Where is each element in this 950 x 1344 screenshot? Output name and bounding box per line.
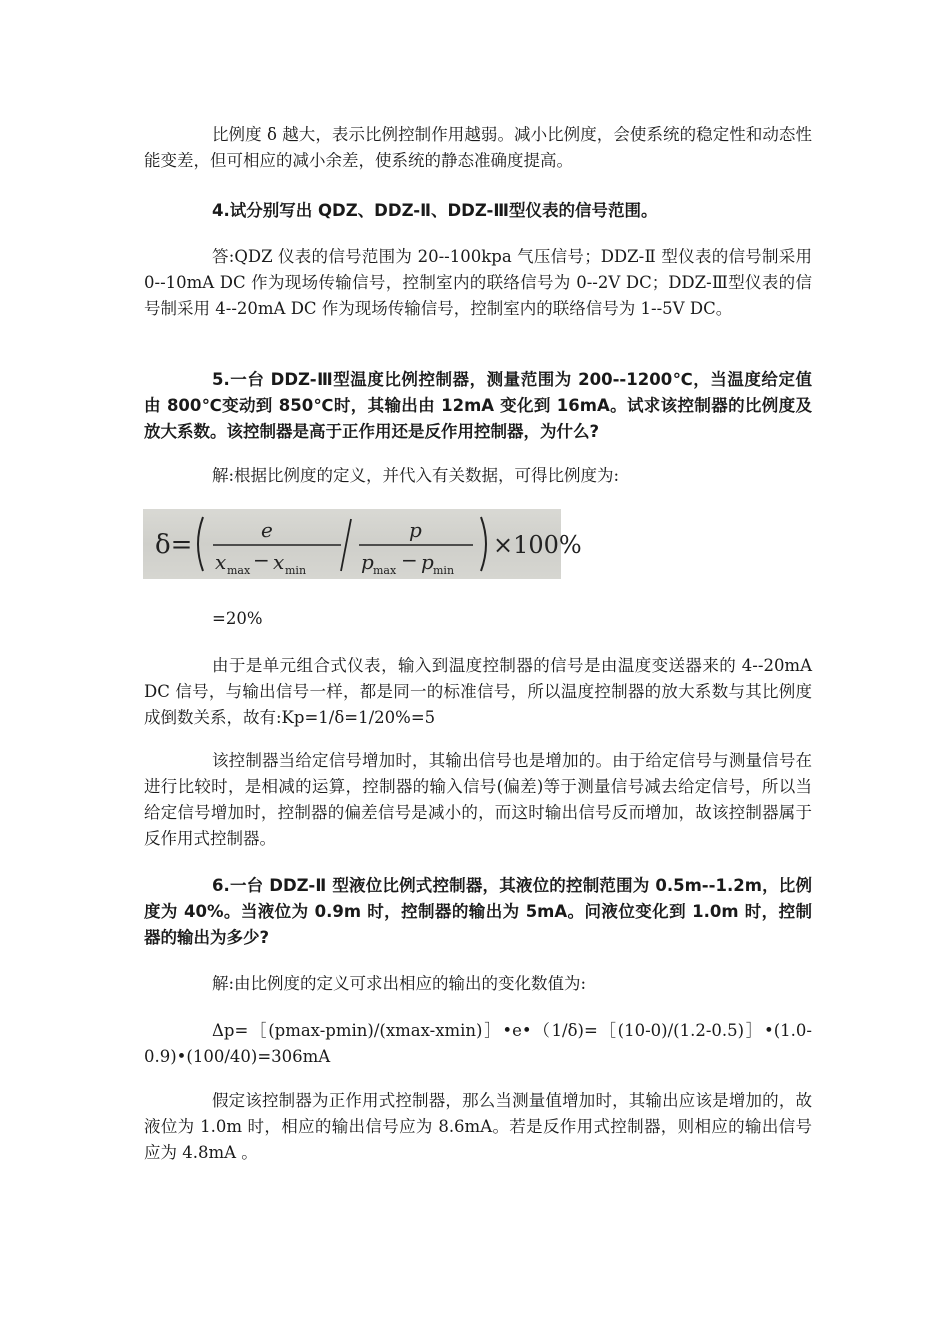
formula-xmin: x [273,550,285,574]
answer-6-formula: Δp=［(pmax-pmin)/(xmax-xmin)］•e•（1/δ)=［(10-0)/(1.2-0.5)］•(1.0-0.9)•(100/40)=306mA [144,1021,812,1066]
formula-xmax: x [215,550,227,574]
answer-5-intro: 解:根据比例度的定义，并代入有关数据，可得比例度为: [212,466,620,485]
formula-xmin-sub: min [285,564,307,577]
svg-text:−: − [253,548,270,572]
formula-pmax-sub: max [373,564,397,577]
question-5: 5.一台 DDZ-Ⅲ型温度比例控制器，测量范围为 200--1200℃，当温度给定值由 800℃变动到 850℃时，其输出由 12mA 变化到 16mA。试求该控制器的比例度及放大系数。该控制器是高于正作用还是反作用控制器，为什么? [144,370,812,441]
formula-p: p [409,518,422,542]
formula-delta: δ= [155,530,193,560]
formula-pmax: p [361,550,374,574]
svg-text:−: − [401,548,418,572]
proportional-band-formula-image [143,509,582,579]
answer-4: 答:QDZ 仪表的信号范围为 20--100kpa 气压信号；DDZ-Ⅱ 型仪表的信号制采用 0--10mA DC 作为现场传输信号，控制室内的联络信号为 0--2V DC；DDZ-Ⅲ型仪表的信号制采用 4--20mA DC 作为现场传输信号，控制室内的联络信号为 1--5V DC。 [144,247,812,318]
question-6: 6.一台 DDZ-Ⅱ 型液位比例式控制器，其液位的控制范围为 0.5m--1.2m，比例度为 40%。当液位为 0.9m 时，控制器的输出为 5mA。问液位变化到 1.0m 时，控制器的输出为多少? [144,876,812,947]
answer-6-conclusion: 假定该控制器为正作用式控制器，那么当测量值增加时，其输出应该是增加的，故液位为 1.0m 时，相应的输出信号应为 8.6mA。若是反作用式控制器，则相应的输出信号应为 4.8mA 。 [144,1091,812,1162]
question-4: 4.试分别写出 QDZ、DDZ-Ⅱ、DDZ-Ⅲ型仪表的信号范围。 [212,201,658,220]
formula-times-100: ×100% [493,531,582,559]
formula-xmax-sub: max [227,564,251,577]
answer-6-intro: 解:由比例度的定义可求出相应的输出的变化数值为: [212,974,587,993]
answer-5-gain: 由于是单元组合式仪表，输入到温度控制器的信号是由温度变送器来的 4--20mA DC 信号，与输出信号一样，都是同一的标准信号，所以温度控制器的放大系数与其比例度成倒数关系，故有:Kp=1/δ=1/20%=5 [144,656,812,727]
answer-5-result: =20% [212,609,263,628]
formula-e: e [261,518,273,542]
paragraph-proportional-band-effect: 比例度 δ 越大，表示比例控制作用越弱。减小比例度，会使系统的稳定性和动态性能变差，但可相应的减小余差，使系统的静态准确度提高。 [144,125,812,170]
answer-5-reverse-action: 该控制器当给定信号增加时，其输出信号也是增加的。由于给定信号与测量信号在进行比较时，是相减的运算，控制器的输入信号(偏差)等于测量信号减去给定信号，所以当给定信号增加时，控制器的偏差信号是减小的，而这时输出信号反而增加，故该控制器属于反作用式控制器。 [144,751,812,848]
formula-pmin: p [421,550,434,574]
formula-pmin-sub: min [433,564,455,577]
